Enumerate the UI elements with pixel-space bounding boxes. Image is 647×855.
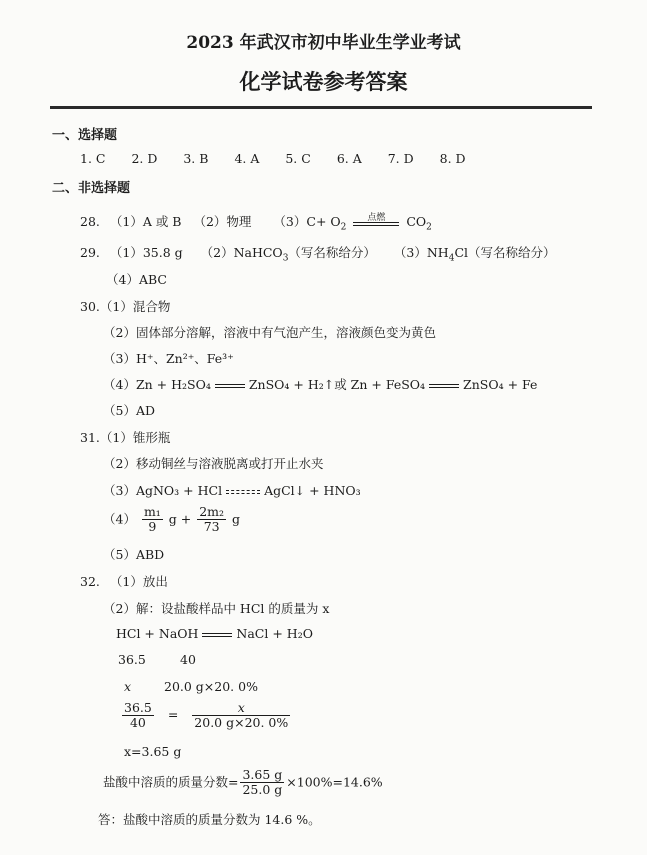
exam-title: 2023 年武汉市初中毕业生学业考试 (186, 33, 461, 53)
fraction-36.5-over-40: $\frac{36.5}{40}$ (124, 700, 152, 731)
q30-part5: （5）AD (103, 403, 156, 418)
fraction-2m2-over-73: $\frac{\text{2m₂}}{73}$ (199, 504, 225, 535)
q28-row: 28. （1）A 或 B （2）物理 $(3)C+ O_2$ 点燃 $CO_2$ (80, 212, 432, 233)
fraction-3.65-over-25: $\frac{3.65 g}{25.0 g}$ (242, 767, 283, 798)
q28-product: CO (406, 214, 427, 229)
q28-number: 28. (80, 214, 100, 229)
q31-part1: （1）锥形瓶 (99, 430, 171, 445)
mcq-answer-6: 6. A (336, 151, 362, 166)
section-multiple-choice-heading: 一、选择题 (52, 128, 118, 143)
q29-part2: （2）NaHCO$_3$（写名称给分） (200, 245, 376, 264)
q30-part1: （1）混合物 (99, 299, 171, 314)
q28-part1: （1）A 或 B (109, 214, 182, 229)
mcq-answer-7: 7. D (387, 151, 414, 166)
mcq-answer-2: 2. D (131, 151, 158, 166)
q31-part5: （5）ABD (103, 547, 165, 562)
mcq-answer-1: 1. C (80, 151, 106, 166)
q29-part4: （4）ABC (106, 272, 167, 287)
q31-number: 31. (80, 430, 100, 445)
q32-row (80, 572, 168, 590)
q32-molar-mass-hcl: 36.5 (118, 652, 146, 667)
mcq-answer-4: 4. A (234, 151, 260, 166)
q32-naoh-mass: 20.0 g×20. 0% (164, 679, 258, 694)
q32-x-result: x=3.65 g (124, 744, 182, 759)
q29-row (80, 243, 556, 264)
header-divider (50, 106, 592, 109)
reaction-arrow (353, 213, 399, 226)
q29-number: 29. (80, 245, 100, 260)
q30-part2: （2）固体部分溶解，溶液中有气泡产生，溶液颜色变为黄色 (103, 325, 436, 340)
equals-sign (215, 384, 245, 388)
mcq-answer-3: 3. B (183, 151, 209, 166)
fraction-m1-over-9: $\frac{\text{m₁}}{9}$ (143, 504, 161, 535)
q32-unknown-x: x (124, 679, 132, 694)
mcq-answer-8: 8. D (439, 151, 466, 166)
q30-part4: （4）Zn + H₂SO₄ ZnSO₄ + H₂↑或 Zn + FeSO₄ ZnSO₄ + Fe (103, 377, 538, 392)
q30-number: 30. (80, 299, 100, 314)
q32-part2: （2）解：设盐酸样品中 HCl 的质量为 x (103, 601, 330, 616)
q32-number: 32. (80, 574, 100, 589)
equals-sign (429, 384, 459, 388)
q31-part4: （4） $\frac{\text{m₁}}{9}$ g + $\frac{\text{2m₂}}{73}$ g (103, 504, 241, 535)
q32-equation: HCl + NaOH NaCl + H₂O (116, 626, 313, 641)
section-free-response-heading: 二、非选择题 (52, 181, 131, 196)
q28-reactants: C+ O (306, 214, 341, 229)
q30-part3: （3）H⁺、Zn²⁺、Fe³⁺ (103, 351, 234, 366)
equals-sign (226, 490, 260, 494)
q31-row (80, 428, 170, 446)
q32-proportion: $\frac{36.5}{40}$ = $\frac{x}{20.0 g\times 20. 0\%}$ (124, 700, 289, 731)
q32-mass-fraction: 盐酸中溶质的质量分数= $\frac{3.65 g}{25.0 g}$ ×100%=14.6% (103, 767, 383, 798)
q28-part3-label: （3） (273, 214, 307, 229)
q29-part1: （1）35.8 g (109, 245, 183, 260)
q30-row (80, 297, 170, 315)
answer-key-title: 化学试卷参考答案 (239, 69, 408, 94)
q32-molar-mass-naoh: 40 (180, 652, 196, 667)
mcq-answer-5: 5. C (285, 151, 311, 166)
q29-part3: $(3)NH_4Cl$（写名称给分） (393, 245, 556, 264)
mcq-answer-row (80, 151, 488, 166)
equals-sign (202, 633, 232, 637)
q31-part3: （3）AgNO₃ + HCl AgCl↓ + HNO₃ (103, 483, 361, 498)
q31-part2: （2）移动铜丝与溶液脱离或打开止水夹 (103, 456, 324, 471)
q32-final-answer: 答：盐酸中溶质的质量分数为 14.6 %。 (98, 812, 321, 827)
reaction-condition: 点燃 (367, 213, 386, 223)
q32-part1: （1）放出 (109, 574, 168, 589)
q28-part2: （2）物理 (193, 214, 252, 229)
fraction-x-over-naoh: $\frac{x}{20.0 g\times 20. 0\%}$ (194, 700, 289, 731)
